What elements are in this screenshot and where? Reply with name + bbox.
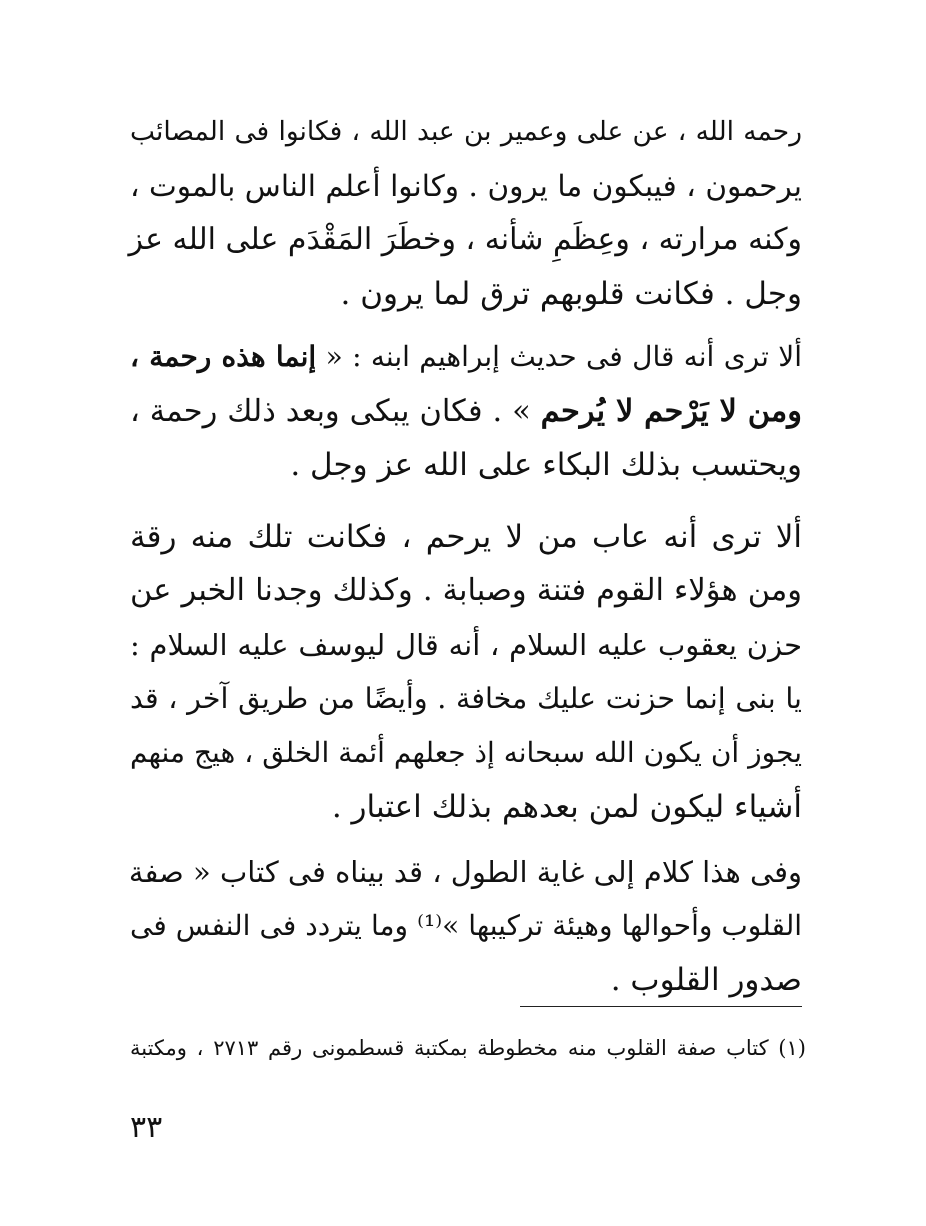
page-number: ٣٣ (130, 1110, 163, 1145)
paragraph-line (130, 384, 802, 438)
line-text: ويحتسب بذلك البكاء على الله عز وجل . (290, 447, 802, 483)
paragraph-line: صدور القلوب . (610, 962, 802, 998)
hadith-quote: ومن لا يَرْحم لا يُرحم (540, 393, 802, 429)
paragraph-line: ألا ترى أنه عاب من لا يرحم ، فكانت تلك منه رقة (130, 519, 802, 555)
paragraph-line: أشياء ليكون لمن بعدهم بذلك اعتبار . (331, 789, 802, 825)
paragraph-line: وفى هذا كلام إلى غاية الطول ، قد بيناه فى كتاب « صفة (128, 855, 802, 889)
paragraph-line: حزن يعقوب عليه السلام ، أنه قال ليوسف عليه السلام : (130, 628, 802, 662)
paragraph-line: وجل . فكانت قلوبهم ترق لما يرون . (340, 276, 802, 312)
paragraph-line: يرحمون ، فيبكون ما يرون . وكانوا أعلم الناس بالموت ، (130, 169, 802, 203)
footnote-divider (520, 1006, 802, 1007)
line-text: ألا ترى أنه قال فى حديث إبراهيم ابنه : « (316, 340, 803, 373)
paragraph-line: وكنه مرارته ، وعِظَمِ شأنه ، وخطَرَ المَقْدَم على الله عز (128, 222, 802, 257)
paragraph-line: رحمه الله ، عن على وعمير بن عبد الله ، فكانوا فى المصائب (130, 116, 802, 147)
paragraph-line: القلوب وأحوالها وهيئة تركيبها »⁽¹⁾ وما يتردد فى النفس فى (130, 909, 803, 942)
paragraph-line: ومن هؤلاء القوم فتنة وصبابة . وكذلك وجدنا الخبر عن (130, 573, 802, 608)
line-text: » . فكان يبكى وبعد ذلك رحمة ، (130, 394, 541, 429)
paragraph-line: يا بنى إنما حزنت عليك مخافة . وأيضًا من طريق آخر ، قد (130, 682, 802, 715)
paragraph-line: يجوز أن يكون الله سبحانه إذ جعلهم أئمة الخلق ، هيج منهم (130, 736, 802, 769)
footnote: (١) كتاب صفة القلوب منه مخطوطة بمكتبة قسطمونى رقم ٢٧١٣ ، ومكتبة (130, 1036, 806, 1060)
paragraph-line (130, 330, 802, 384)
paragraph-line (130, 438, 802, 492)
hadith-quote: إنما هذه رحمة ، (130, 340, 317, 373)
